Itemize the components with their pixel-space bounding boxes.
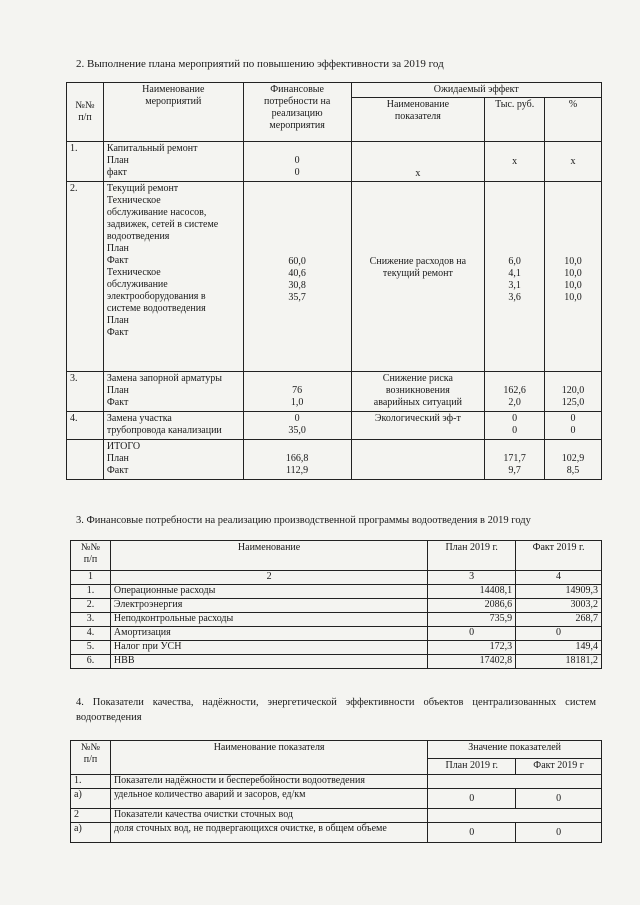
index-cell: 2: [110, 571, 427, 585]
row-plan: 0: [428, 789, 516, 809]
row-num: 1.: [71, 775, 111, 789]
row-num: [67, 440, 104, 480]
section4-title: 4. Показатели качества, надёжности, энергетической эффективности объектов централизованных систем водоотведения: [76, 697, 596, 723]
table-row: [67, 440, 602, 480]
row-name: Амортизация: [110, 627, 427, 641]
row-thous: 162,6 2,0: [485, 372, 545, 412]
table-row: [71, 823, 602, 843]
row-fin: 166,8 112,9: [243, 440, 351, 480]
row-name: Неподконтрольные расходы: [110, 613, 427, 627]
row-name: Электроэнергия: [110, 599, 427, 613]
table-row: [67, 142, 602, 182]
col-name-header: Наименование: [110, 541, 427, 571]
table-row: [67, 412, 602, 440]
row-fact: 0: [516, 789, 602, 809]
row-num: 1.: [71, 585, 111, 599]
row-fact: 268,7: [516, 613, 602, 627]
row-num: 2.: [71, 599, 111, 613]
table-row: [71, 641, 602, 655]
row-thous: х: [485, 142, 545, 182]
row-name: ИТОГО План Факт: [103, 440, 243, 480]
row-num: 1.: [67, 142, 104, 182]
col-effect-header: Ожидаемый эффект: [351, 83, 601, 98]
row-name: Показатели качества очистки сточных вод: [110, 809, 427, 823]
row-plan: 0: [428, 627, 516, 641]
row-pct: х: [545, 142, 602, 182]
col-name-header: Наименование мероприятий: [103, 83, 243, 142]
row-num: 2.: [67, 182, 104, 372]
row-plan: 735,9: [428, 613, 516, 627]
row-name: Операционные расходы: [110, 585, 427, 599]
row-plan: 2086,6: [428, 599, 516, 613]
row-indicator: х: [351, 142, 485, 182]
col-num-header: №№ п/п: [67, 83, 104, 142]
col-plan-header: План 2019 г.: [428, 541, 516, 571]
row-num: 4.: [67, 412, 104, 440]
col-pct-header: %: [545, 98, 602, 142]
row-pct: 0 0: [545, 412, 602, 440]
row-pct: 10,0 10,0 10,0 10,0: [545, 182, 602, 372]
row-num: 3.: [71, 613, 111, 627]
row-thous: 171,7 9,7: [485, 440, 545, 480]
index-cell: 1: [71, 571, 111, 585]
row-plan: 17402,8: [428, 655, 516, 669]
table-row: [71, 627, 602, 641]
row-pct: 102,9 8,5: [545, 440, 602, 480]
table-row: [71, 789, 602, 809]
row-fact: 3003,2: [516, 599, 602, 613]
section3-table: [70, 540, 602, 669]
row-thous: 0 0: [485, 412, 545, 440]
row-plan: 0: [428, 823, 516, 843]
table-row: [71, 655, 602, 669]
section4-table: [70, 740, 602, 843]
row-plan: 172,3: [428, 641, 516, 655]
row-fact: 0: [516, 627, 602, 641]
row-empty: [428, 809, 602, 823]
row-num: 6.: [71, 655, 111, 669]
row-plan: 14408,1: [428, 585, 516, 599]
col-fin-header: Финансовые потребности на реализацию мероприятия: [243, 83, 351, 142]
row-num: 5.: [71, 641, 111, 655]
index-cell: 4: [516, 571, 602, 585]
row-name: удельное количество аварий и засоров, ед/км: [110, 789, 427, 809]
col-name-header: Наименование показателя: [110, 741, 427, 775]
row-indicator: Снижение риска возникновения аварийных ситуаций: [351, 372, 485, 412]
row-name: Замена запорной арматуры План Факт: [103, 372, 243, 412]
index-row: [71, 571, 602, 585]
row-num: 4.: [71, 627, 111, 641]
row-name: НВВ: [110, 655, 427, 669]
table-row: [67, 182, 602, 372]
col-fact-header: Факт 2019 г: [516, 759, 602, 775]
section2-table: [66, 82, 602, 480]
row-fact: 0: [516, 823, 602, 843]
col-plan-header: План 2019 г.: [428, 759, 516, 775]
table-row: [71, 599, 602, 613]
row-num: а): [71, 823, 111, 843]
table-row: [67, 372, 602, 412]
row-num: 3.: [67, 372, 104, 412]
index-cell: 3: [428, 571, 516, 585]
row-name: Замена участка трубопровода канализации: [103, 412, 243, 440]
col-fact-header: Факт 2019 г.: [516, 541, 602, 571]
table-row: [71, 775, 602, 789]
row-fin: 76 1,0: [243, 372, 351, 412]
col-thous-header: Тыс. руб.: [485, 98, 545, 142]
row-num: 2: [71, 809, 111, 823]
table-row: [71, 809, 602, 823]
row-fact: 149,4: [516, 641, 602, 655]
row-name: Показатели надёжности и бесперебойности водоотведения: [110, 775, 427, 789]
section2-title: 2. Выполнение плана мероприятий по повышению эффективности за 2019 год: [76, 58, 444, 70]
row-thous: 6,0 4,1 3,1 3,6: [485, 182, 545, 372]
row-pct: 120,0 125,0: [545, 372, 602, 412]
col-num-header: №№ п/п: [71, 541, 111, 571]
section3-title: 3. Финансовые потребности на реализацию производственной программы водоотведения в 2019 году: [76, 515, 531, 526]
row-fact: 18181,2: [516, 655, 602, 669]
col-values-header: Значение показателей: [428, 741, 602, 759]
row-name: Налог при УСН: [110, 641, 427, 655]
table-row: [71, 613, 602, 627]
row-fin: 0 35,0: [243, 412, 351, 440]
row-indicator: Экологический эф-т: [351, 412, 485, 440]
row-indicator: [351, 440, 485, 480]
row-indicator: Снижение расходов на текущий ремонт: [351, 182, 485, 372]
row-fact: 14909,3: [516, 585, 602, 599]
row-fin: 60,0 40,6 30,8 35,7: [243, 182, 351, 372]
col-indicator-header: Наименование показателя: [351, 98, 485, 142]
row-name: Капитальный ремонт План факт: [103, 142, 243, 182]
row-name: Текущий ремонт Техническое обслуживание насосов, задвижек, сетей в системе водоотведения План Факт Техническое обслуживание электрооборудования в системе водоотведения План Факт: [103, 182, 243, 372]
row-name: доля сточных вод, не подвергающихся очистке, в общем объеме: [110, 823, 427, 843]
table-row: [71, 585, 602, 599]
col-num-header: №№ п/п: [71, 741, 111, 775]
row-empty: [428, 775, 602, 789]
row-fin: 0 0: [243, 142, 351, 182]
row-num: а): [71, 789, 111, 809]
